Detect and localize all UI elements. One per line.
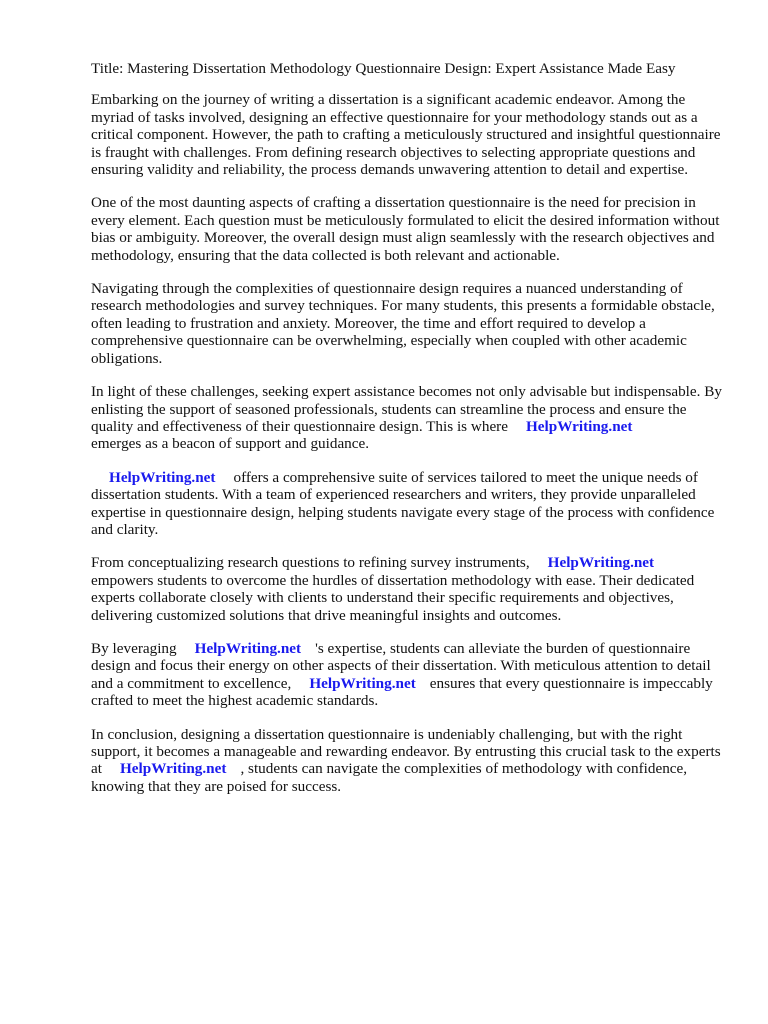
helpwriting-link[interactable]: HelpWriting.net	[109, 468, 216, 486]
helpwriting-link[interactable]: HelpWriting.net	[525, 417, 633, 435]
paragraph-text: ensures that every questionnaire is impeccably crafted to meet the highest academic standards.	[91, 674, 713, 710]
paragraph-leveraging	[91, 640, 728, 710]
paragraph-text: 's expertise, students can alleviate the burden of questionnaire design and focus their energy on other aspects of their dissertation. With meticulous attention to detail and a commitment to excellence,	[91, 639, 711, 692]
paragraph-text: , students can navigate the complexities of methodology with confidence, knowing that they are poised for success.	[91, 760, 688, 795]
paragraph-conceptualizing	[91, 554, 728, 624]
paragraph-text: In conclusion, designing a dissertation questionnaire is undeniably challenging, but with the right support, it becomes a manageable and rewarding endeavor. By entrusting this crucial task to the experts at	[91, 725, 721, 778]
paragraph-complexities: Navigating through the complexities of questionnaire design requires a nuanced understanding of research methodologies and survey techniques. For many students, this presents a formidable obstacle, often leading to frustration and anxiety. Moreover, the time and effort required to develop a comprehensive questionnaire can be overwhelming, especially when coupled with other academic obligations.	[91, 280, 715, 367]
paragraph-text: emerges as a beacon of support and guidance.	[91, 435, 370, 453]
paragraph-services	[91, 469, 728, 539]
paragraph-precision: One of the most daunting aspects of crafting a dissertation questionnaire is the need for precision in every element. Each question must be meticulously formulated to elicit the desired information without bias or ambiguity. Moreover, the overall design must align seamlessly with the research objectives and methodology, ensuring that the data collected is both relevant and actionable.	[91, 194, 720, 264]
document-title: Title: Mastering Dissertation Methodology Questionnaire Design: Expert Assistance Made Easy	[91, 60, 676, 77]
paragraph-intro: Embarking on the journey of writing a dissertation is a significant academic endeavor. Among the myriad of tasks involved, designing an effective questionnaire for your methodology stands out as a critical component. However, the path to crafting a meticulously structured and insightful questionnaire is fraught with challenges. From defining research objectives to selecting appropriate questions and ensuring validity and reliability, the process demands unwavering attention to detail and expertise.	[91, 91, 721, 179]
paragraph-text: In light of these challenges, seeking expert assistance becomes not only advisable but indispensable. By enlisting the support of seasoned professionals, students can streamline the process and ensure the quality and effectiveness of their questionnaire design. This is where	[91, 383, 722, 435]
paragraph-text: From conceptualizing research questions to refining survey instruments,	[91, 554, 530, 572]
paragraph-text: empowers students to overcome the hurdles of dissertation methodology with ease. Their dedicated experts collaborate closely with clients to understand their specific requirements and objectives, delivering customized solutions that drive meaningful insights and outcomes.	[91, 571, 695, 624]
helpwriting-link[interactable]: HelpWriting.net	[194, 639, 302, 657]
paragraph-conclusion	[91, 726, 728, 796]
helpwriting-link[interactable]: HelpWriting.net	[309, 674, 416, 692]
helpwriting-link[interactable]: HelpWriting.net	[547, 554, 655, 572]
paragraph-text: By leveraging	[91, 639, 177, 657]
paragraph-text: offers a comprehensive suite of services tailored to meet the unique needs of dissertation students. With a team of experienced researchers and writers, they provide unparalleled expertise in questionnaire design, helping students navigate every stage of the process with confidence and clarity.	[91, 468, 715, 538]
helpwriting-link[interactable]: HelpWriting.net	[119, 760, 227, 778]
paragraph-expert-assistance	[91, 383, 728, 453]
